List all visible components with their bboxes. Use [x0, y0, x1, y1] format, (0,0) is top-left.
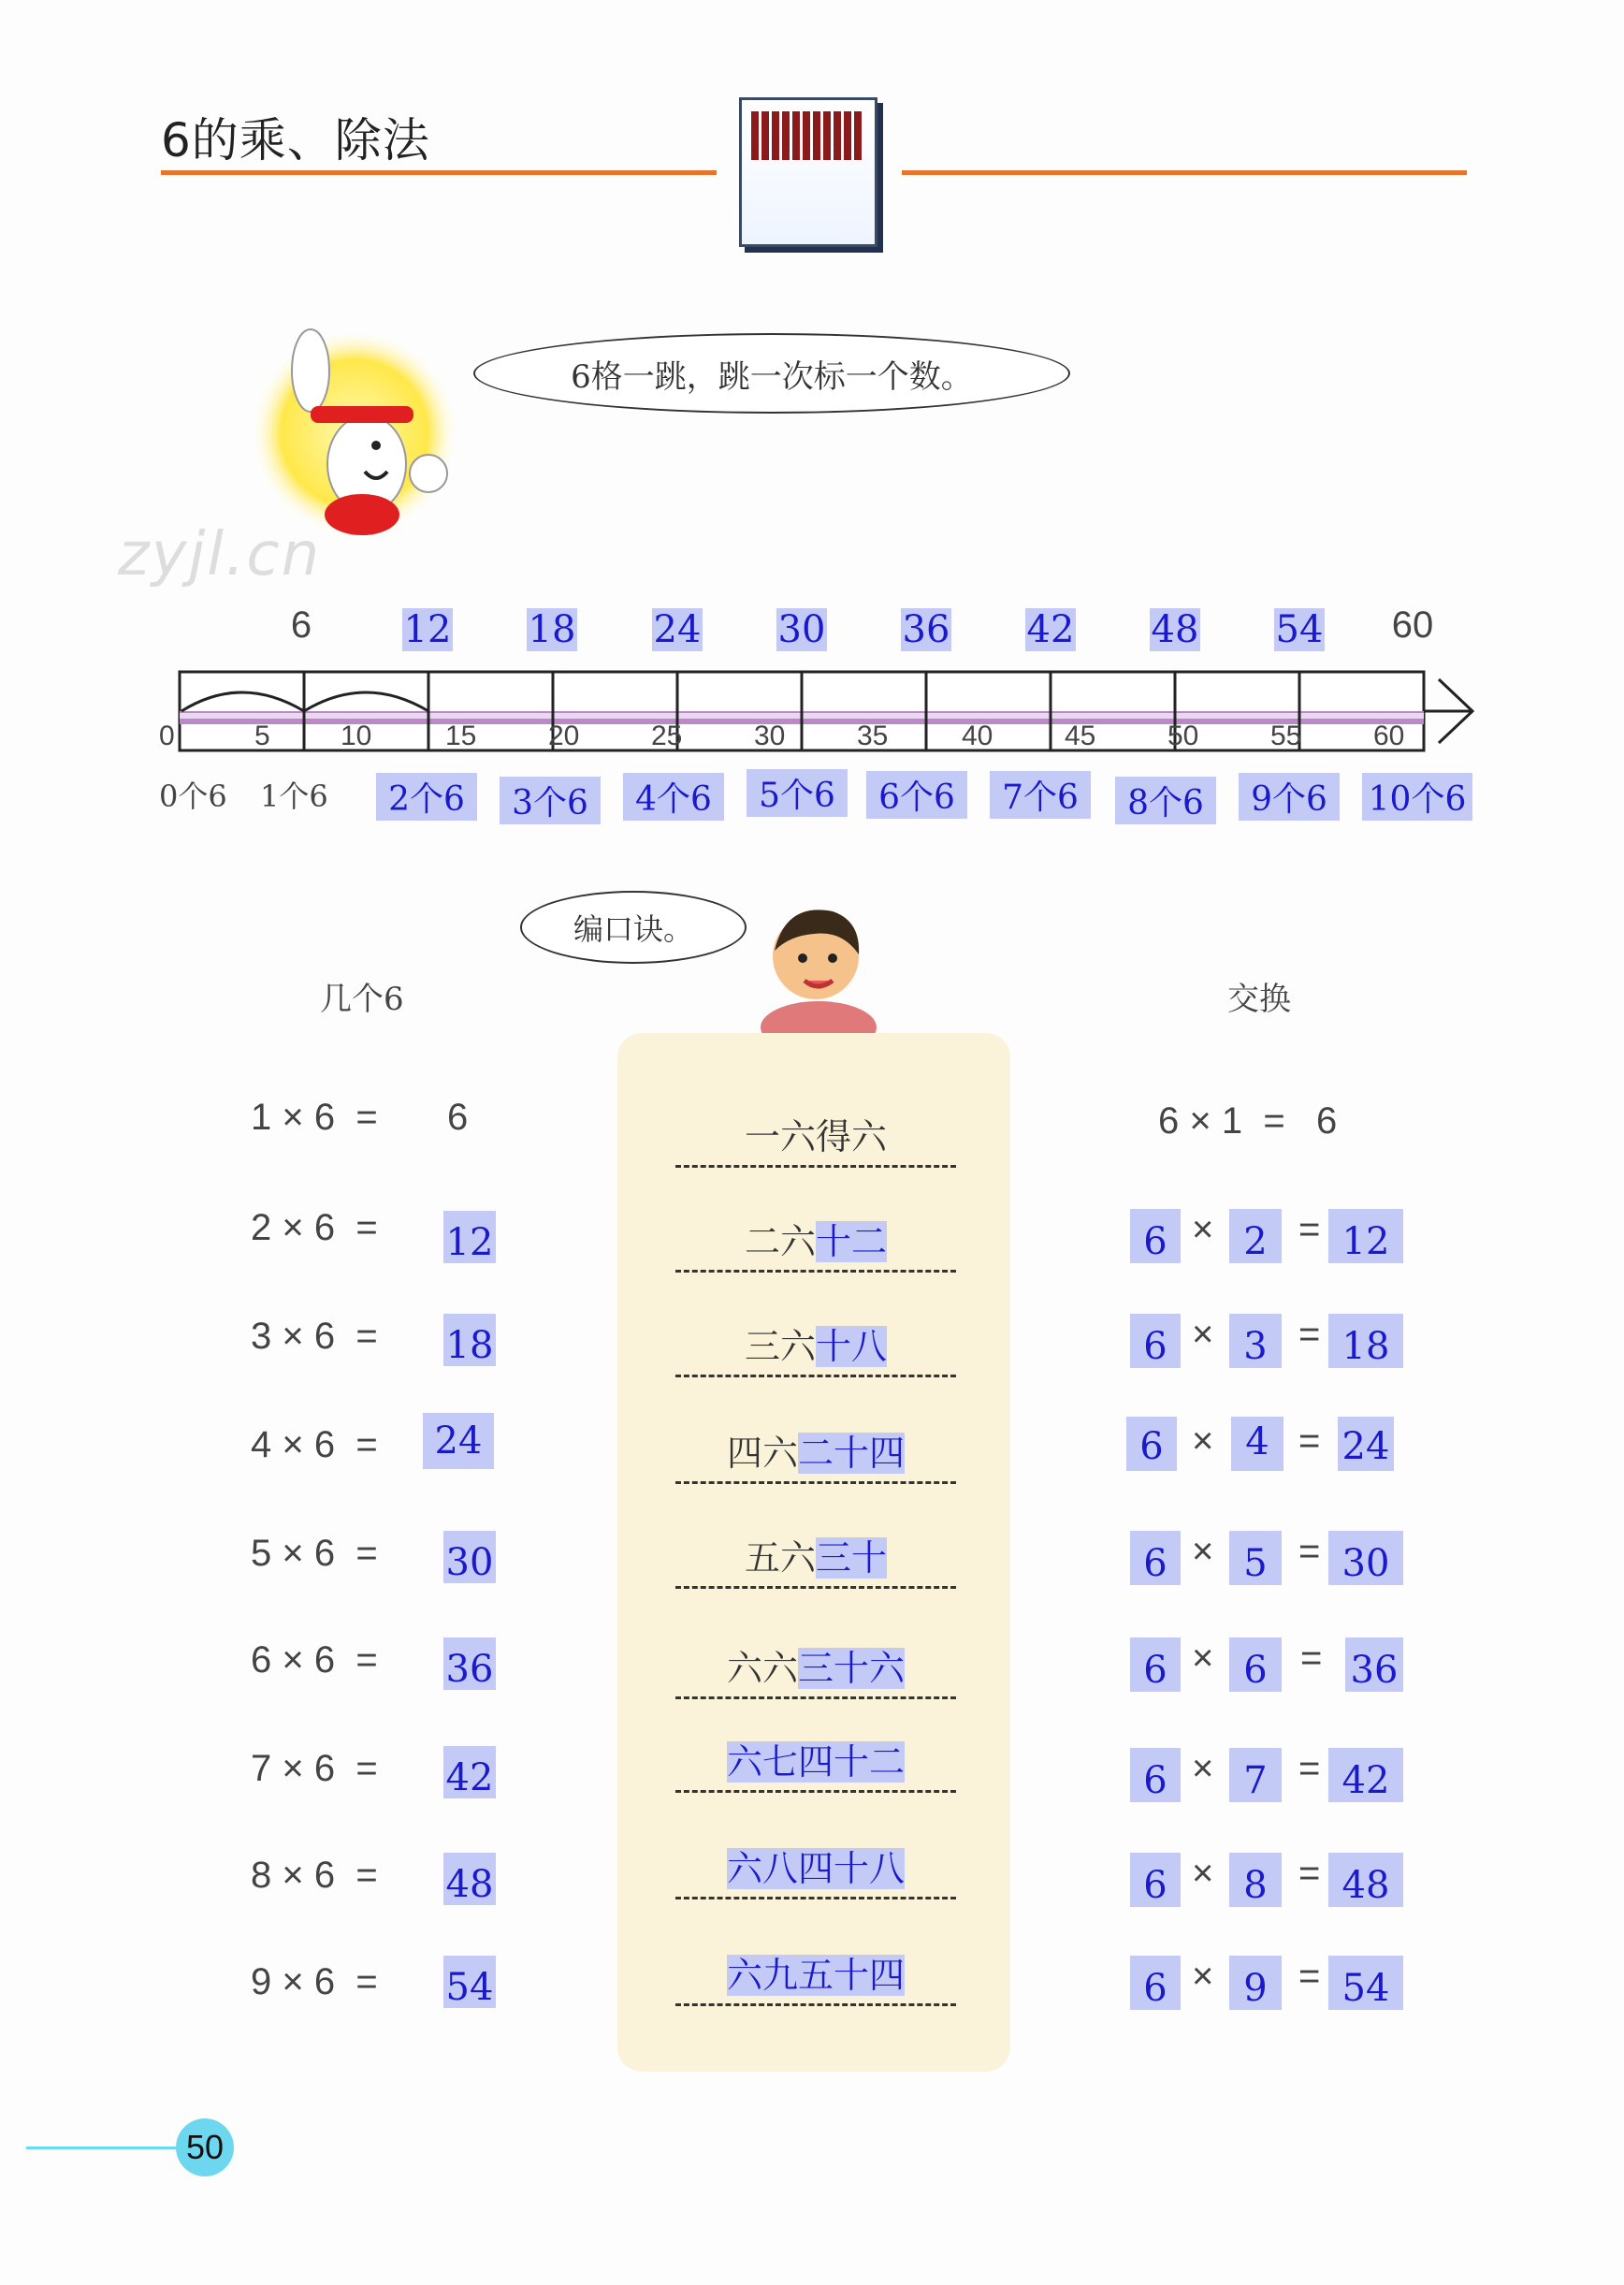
boy-mascot-icon — [748, 896, 889, 1037]
speech-bubble-jump: 6格一跳，跳一次标一个数。 — [473, 333, 1070, 414]
product-answer: 42 — [443, 1746, 496, 1798]
eq-right-5: 6 × 5 = 30 — [1130, 1531, 1411, 1585]
scale-number: 50 — [1167, 720, 1199, 751]
product-answer: 24 — [423, 1413, 494, 1469]
eq-left-1: 1 × 6 = — [251, 1097, 378, 1138]
rhyme-line: 六八四十八 — [675, 1840, 956, 1899]
product-answer: 12 — [443, 1211, 496, 1263]
eq-left-9: 9 × 6 = — [251, 1961, 378, 2002]
header-rule-left — [161, 170, 717, 175]
scale-number: 40 — [962, 720, 993, 751]
count-answer: 7个6 — [990, 771, 1091, 819]
rhyme-line: 一六得六 — [675, 1108, 956, 1168]
scale-number: 60 — [1373, 720, 1405, 751]
rhyme-line: 六九五十四 — [675, 1946, 956, 2006]
page-number: 50 — [176, 2118, 234, 2176]
page-title: 6的乘、除法 — [161, 113, 430, 167]
header-rule-right — [902, 170, 1467, 175]
speech-bubble-rhyme: 编口诀。 — [520, 891, 747, 964]
eq-left-2: 2 × 6 = — [251, 1207, 378, 1248]
watermark: zyjl.cn — [118, 520, 322, 589]
number-line-top-answer: 36 — [902, 608, 950, 651]
eq-right-7: 6 × 7 = 42 — [1130, 1748, 1411, 1802]
eq-right-9: 6 × 9 = 54 — [1130, 1956, 1411, 2010]
scale-number: 25 — [651, 720, 683, 751]
count-answer: 8个6 — [1115, 777, 1216, 824]
number-line-top-answer: 30 — [777, 608, 826, 651]
eq-left-7: 7 × 6 = — [251, 1748, 378, 1789]
scale-number: 35 — [857, 720, 889, 751]
count-answer: 6个6 — [866, 771, 967, 819]
number-line-top-answer: 42 — [1026, 608, 1075, 651]
eq-right-4: 6 × 4 = 24 — [1126, 1417, 1407, 1471]
rabbit-mascot-icon — [245, 324, 464, 543]
rhyme-line: 二六十二 — [675, 1213, 956, 1273]
product-answer: 36 — [443, 1637, 496, 1690]
number-line-top-answer: 18 — [528, 608, 576, 651]
number-line-top-answer: 24 — [653, 608, 702, 651]
column-head-left: 几个6 — [320, 981, 404, 1018]
count-answer: 2个6 — [376, 773, 477, 821]
count-label: 0个6 — [159, 779, 227, 814]
rhyme-line: 六六三十六 — [675, 1639, 956, 1699]
eq-right-1: 6 × 1 = 6 — [1158, 1100, 1338, 1142]
count-answer: 4个6 — [623, 773, 724, 821]
scale-number: 0 — [159, 720, 175, 751]
eq-left-4: 4 × 6 = — [251, 1424, 378, 1465]
page-number-line — [26, 2147, 180, 2149]
number-line-top-label: 6 — [290, 604, 312, 646]
number-line-top-label: 60 — [1391, 604, 1434, 646]
eq-left-3: 3 × 6 = — [251, 1316, 378, 1357]
scale-number: 15 — [445, 720, 477, 751]
number-line-top-answer: 12 — [403, 608, 452, 651]
product-answer: 54 — [443, 1956, 496, 2008]
eq-right-3: 6 × 3 = 18 — [1130, 1314, 1411, 1368]
count-answer: 9个6 — [1239, 773, 1340, 821]
rhyme-line: 三六十八 — [675, 1317, 956, 1377]
scale-number: 10 — [341, 720, 372, 751]
product-left: 6 — [447, 1097, 469, 1138]
number-line-top-answer: 48 — [1151, 608, 1199, 651]
eq-left-5: 5 × 6 = — [251, 1533, 378, 1574]
count-answer: 10个6 — [1362, 773, 1472, 821]
eq-right-8: 6 × 8 = 48 — [1130, 1853, 1411, 1907]
rhyme-line: 四六二十四 — [675, 1424, 956, 1484]
scale-number: 45 — [1065, 720, 1096, 751]
rhyme-line: 六七四十二 — [675, 1733, 956, 1793]
eq-right-6: 6 × 6 = 36 — [1130, 1637, 1411, 1692]
count-label: 1个6 — [260, 779, 328, 814]
product-answer: 30 — [443, 1531, 496, 1583]
abacus-book-icon — [739, 97, 877, 247]
scale-number: 30 — [754, 720, 786, 751]
column-head-right: 交换 — [1227, 981, 1291, 1018]
product-answer: 18 — [443, 1314, 496, 1366]
count-answer: 5个6 — [747, 769, 848, 817]
scale-number: 20 — [548, 720, 580, 751]
count-answer: 3个6 — [500, 777, 601, 824]
scale-number: 5 — [254, 720, 270, 751]
eq-left-8: 8 × 6 = — [251, 1855, 378, 1896]
eq-right-2: 6 × 2 = 12 — [1130, 1209, 1411, 1263]
number-line-top-answer: 54 — [1275, 608, 1324, 651]
rhyme-line: 五六三十 — [675, 1529, 956, 1589]
product-answer: 48 — [443, 1853, 496, 1905]
scale-number: 55 — [1270, 720, 1302, 751]
eq-left-6: 6 × 6 = — [251, 1639, 378, 1681]
